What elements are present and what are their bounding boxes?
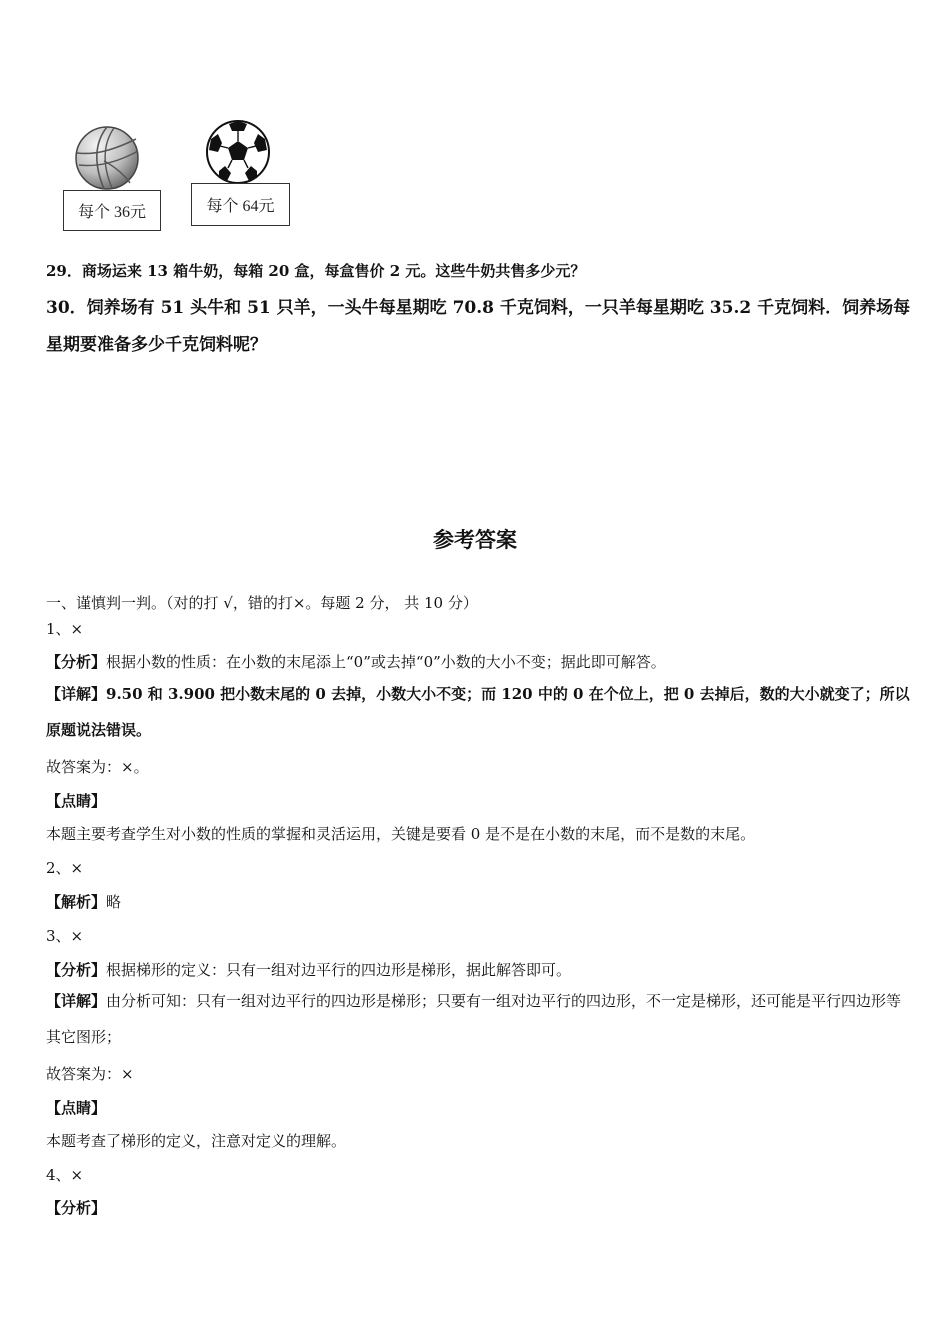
answer-1-analysis <box>46 651 666 672</box>
answers-title: 参考答案 <box>433 528 517 552</box>
answer-1-comment-tag: 【点睛】 <box>46 792 107 810</box>
analysis-text: 略 <box>106 893 122 911</box>
soccer-ball-image <box>205 119 271 185</box>
analysis-text: 根据梯形的定义：只有一组对边平行的四边形是梯形，据此解答即可。 <box>106 961 572 979</box>
soccer-ball-price-label: 每个 64元 <box>191 183 290 226</box>
analysis-tag: 【分析】 <box>46 653 107 671</box>
answer-3-comment: 本题考查了梯形的定义，注意对定义的理解。 <box>46 1132 347 1150</box>
answer-3-comment-tag: 【点睛】 <box>46 1099 107 1117</box>
volleyball-image <box>74 125 140 191</box>
answer-3-number: 3、× <box>46 927 84 945</box>
answer-1-detail <box>46 676 912 748</box>
detail-text: 由分析可知：只有一组对边平行的四边形是梯形；只要有一组对边平行的四边形，不一定是梯形，还可能是平行四边形等其它图形； <box>46 992 902 1046</box>
answer-2-analysis <box>46 891 121 912</box>
answer-2-number: 2、× <box>46 859 84 877</box>
question-29: 29．商场运来 13 箱牛奶，每箱 20 盒，每盒售价 2 元。这些牛奶共售多少元？ <box>46 262 586 280</box>
analysis-text: 根据小数的性质：在小数的末尾添上“0”或去掉“0”小数的大小不变；据此即可解答。 <box>106 653 666 671</box>
detail-text: 9.50 和 3.900 把小数末尾的 0 去掉，小数大小不变；而 120 中的 0 在个位上，把 0 去掉后，数的大小就变了；所以原题说法错误。 <box>46 685 910 739</box>
detail-tag: 【详解】 <box>46 685 107 703</box>
answer-1-conclusion: 故答案为：×。 <box>46 758 149 776</box>
analysis-tag: 【解析】 <box>46 893 107 911</box>
answer-3-detail <box>46 983 912 1055</box>
answer-3-analysis <box>46 959 571 980</box>
detail-tag: 【详解】 <box>46 992 107 1010</box>
answer-4-analysis-tag: 【分析】 <box>46 1199 107 1217</box>
answer-1-number: 1、× <box>46 620 84 638</box>
answer-1-comment: 本题主要考查学生对小数的性质的掌握和灵活运用，关键是要看 0 是不是在小数的末尾，而不是数的末尾。 <box>46 825 756 843</box>
answer-3-conclusion: 故答案为：× <box>46 1065 134 1083</box>
answer-4-number: 4、× <box>46 1166 84 1184</box>
question-30: 30．饲养场有 51 头牛和 51 只羊，一头牛每星期吃 70.8 千克饲料，一只羊每星期吃 35.2 千克饲料．饲养场每星期要准备多少千克饲料呢？ <box>46 298 911 355</box>
section-heading: 一、谨慎判一判。（对的打 √，错的打×。每题 2 分， 共 10 分） <box>46 594 478 612</box>
volleyball-price-label: 每个 36元 <box>63 190 161 231</box>
analysis-tag: 【分析】 <box>46 961 107 979</box>
